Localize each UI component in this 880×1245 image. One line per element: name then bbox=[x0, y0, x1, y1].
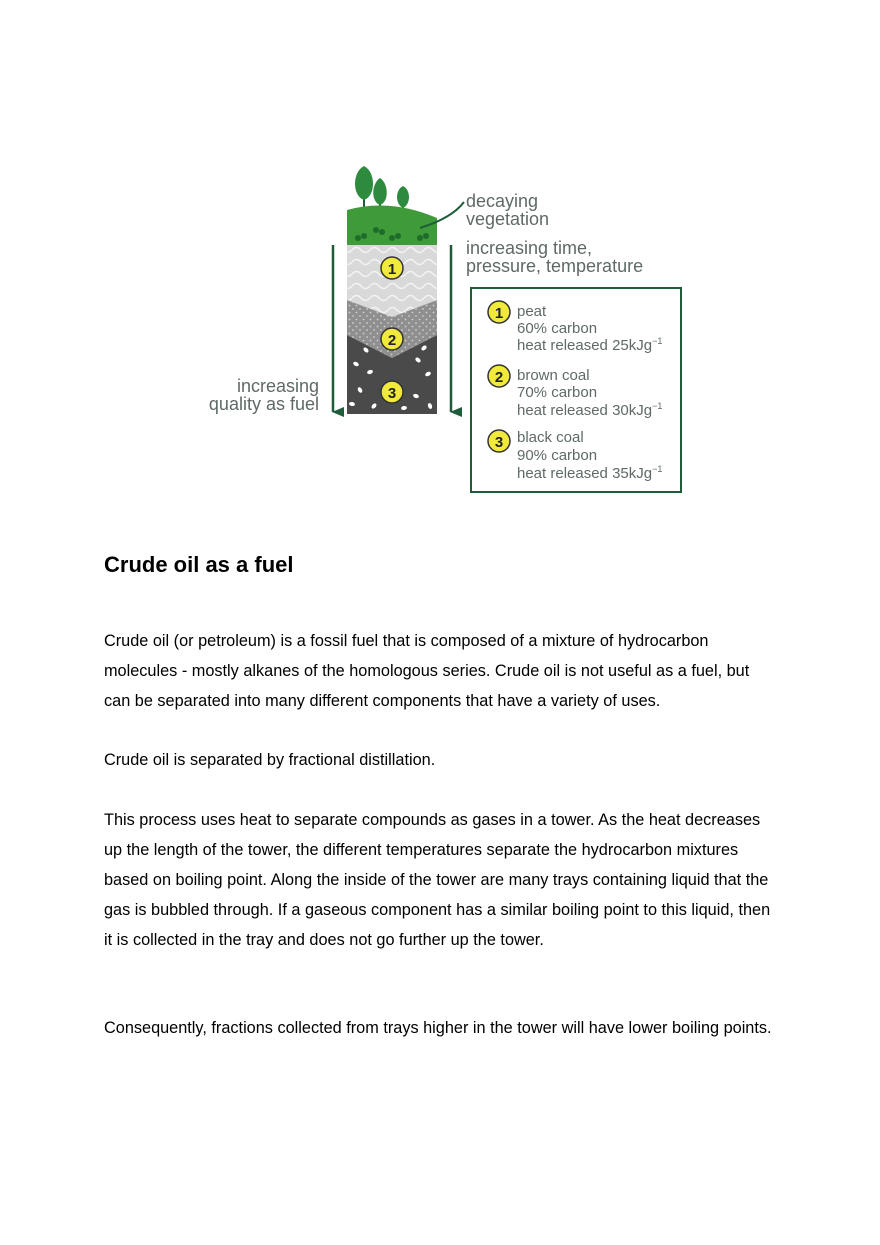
layer-badge-1 bbox=[381, 257, 403, 279]
label-vegetation-2: vegetation bbox=[466, 209, 550, 229]
label-quality-2: quality as fuel bbox=[208, 394, 319, 414]
svg-text:1: 1 bbox=[387, 261, 397, 278]
svg-text:heat released 25kJg−1: heat released 25kJg$^{-1}$ bbox=[517, 336, 663, 354]
paragraph-fractional-distillation: Crude oil is separated by fractional distillation. bbox=[104, 751, 436, 769]
label-conditions-2: pressure, temperature bbox=[466, 256, 644, 276]
paragraph-crude-oil-intro: Crude oil (or petroleum) is a fossil fuel that is composed of a mixture of hydrocarbon molecules - mostly alkanes of the homologous series. Crude oil is not useful as a fuel, but can be separated into many different components that have a variety of uses. bbox=[104, 632, 750, 710]
label-conditions-1: increasing time, bbox=[466, 238, 593, 258]
coal-formation-diagram bbox=[190, 160, 710, 500]
svg-text:3: 3 bbox=[494, 434, 504, 451]
svg-text:black coal: black coal bbox=[517, 429, 584, 446]
layer-badge-3 bbox=[381, 381, 403, 403]
paragraph-tower-process: This process uses heat to separate compounds as gases in a tower. As the heat decreases up the length of the tower, the different temperatures separate the hydrocarbon mixtures based on boiling point. Along the inside of the tower are many trays containing liquid that the gas is bubbled through. If a gaseous component has a similar boiling point to this liquid, then it is collected in the tray and does not go further up the tower. bbox=[104, 811, 771, 949]
svg-text:2: 2 bbox=[387, 332, 397, 349]
label-vegetation-1: decaying bbox=[466, 191, 539, 211]
svg-text:90% carbon: 90% carbon bbox=[517, 447, 598, 464]
section-heading: Crude oil as a fuel bbox=[104, 552, 294, 577]
svg-text:brown coal: brown coal bbox=[517, 367, 590, 384]
svg-text:heat released 35kJg−1: heat released 35kJg$^{-1}$ bbox=[517, 464, 663, 482]
svg-text:2: 2 bbox=[494, 369, 504, 386]
svg-text:heat released 30kJg−1: heat released 30kJg$^{-1}$ bbox=[517, 401, 663, 419]
layer-badge-2 bbox=[381, 328, 403, 350]
svg-text:60% carbon: 60% carbon bbox=[517, 320, 598, 337]
svg-text:peat: peat bbox=[517, 303, 547, 320]
label-quality-1: increasing bbox=[236, 376, 319, 396]
svg-text:3: 3 bbox=[387, 385, 397, 402]
svg-text:1: 1 bbox=[494, 305, 504, 322]
svg-text:70% carbon: 70% carbon bbox=[517, 384, 598, 401]
paragraph-conclusion: Consequently, fractions collected from trays higher in the tower will have lower boiling points. bbox=[104, 1019, 772, 1037]
